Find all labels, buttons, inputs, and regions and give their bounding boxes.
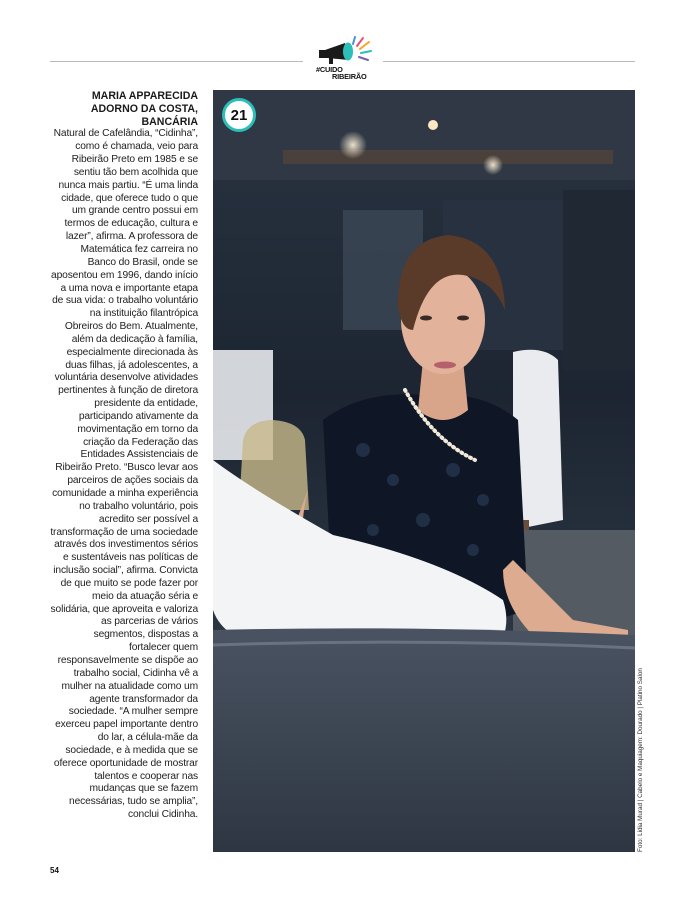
header-rule-right: [383, 61, 635, 62]
campaign-logo: [305, 36, 381, 82]
hashtag-line-2: RIBEIRÃO: [332, 72, 367, 81]
header-rule-left: [50, 61, 303, 62]
article-column: [50, 90, 198, 822]
article-body: Natural de Cafelândia, “Cidinha”, como é chamada, veio para Ribeirão Preto em 1985 e se sentiu tão bem acolhida que nunca mais partiu. “É uma linda cidade, que oferece tudo o que um grande centro possui em termos de educação, cultura e lazer”, afirma. A professora de Matemática fez carreira no Banco do Brasil, onde se aposentou em 1996, dando início a uma nova e importante etapa de sua vida: o trabalho voluntário na instituição filantrópica Obreiros do Bem. Atualmente, além da dedicação à família, especialmente direcionada às duas filhas, já adolescentes, a voluntária desenvolve atividades pertinentes à função de diretora presidente da entidade, participando ativamente da movimentação em torno da criação da Federação das Entidades Assistenciais de Ribeirão Preto. “Busco levar aos parceiros de ações sociais da comunidade a minha experiência no trabalho voluntário, pois acredito ser possível a transformação de uma sociedade através dos investimentos sérios e sustentáveis nas políticas de inclusão social”, afirma. Convicta de que muito se pode fazer por meio da atuação séria e solidária, que aproveita e valoriza as parcerias de vários segmentos, dispostas a fortalecer quem responsavelmente se dispõe ao trabalho social, Cidinha vê a mulher na atualidade como um agente transformador da sociedade. “A mulher sempre exerceu papel importante dentro do lar, a célula-mãe da sociedade, e à medida que se oferece oportunidade de mostrar talentos e cooperar nas mudanças que se fazem necessárias, tudo se amplia”, conclui Cidinha.: [50, 128, 198, 821]
campaign-hashtag: [316, 66, 376, 80]
portrait-illustration: [213, 90, 635, 852]
article-headline: MARIA APPARECIDA ADORNO DA COSTA, BANCÁRIA: [90, 90, 198, 128]
photo-credit: Foto: Lidia Murad | Cabelo e Maquiagem: Dourado | Platino Salon: [637, 668, 644, 852]
hashtag-line-1: #CUIDO: [316, 65, 343, 74]
page-number: 54: [50, 866, 59, 875]
portrait-photo: [213, 90, 635, 852]
megaphone-icon: [305, 36, 381, 66]
number-badge: 21: [222, 98, 256, 132]
